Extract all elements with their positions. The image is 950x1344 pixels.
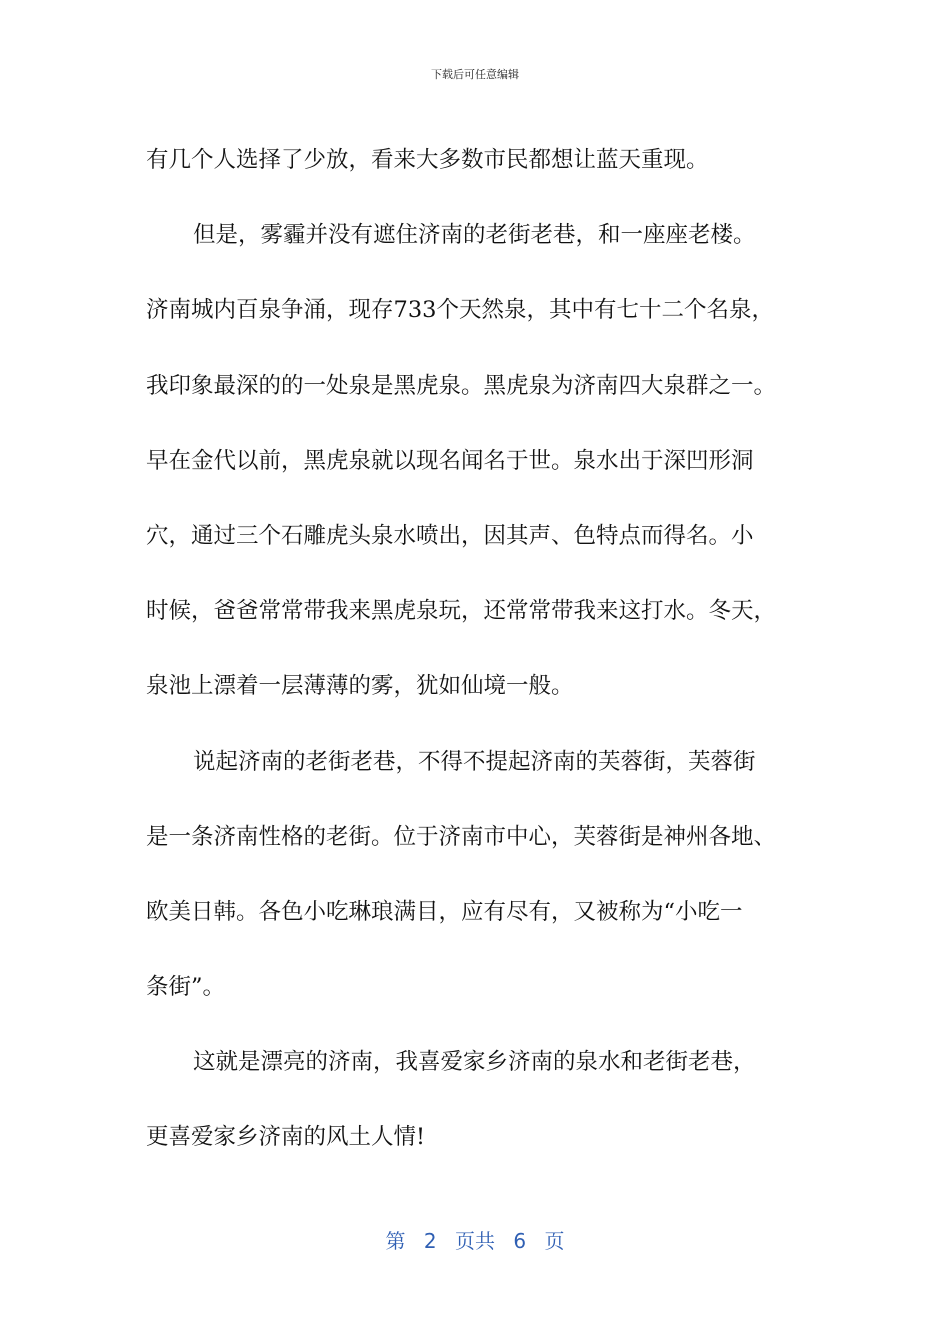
text-line: 这就是漂亮的济南，我喜爱家乡济南的泉水和老街老巷， <box>193 1049 756 1076</box>
page-header: 下载后可任意编辑 <box>431 68 519 81</box>
text-line: 早在金代以前，黑虎泉就以现名闻名于世。泉水出于深凹形洞 <box>146 447 754 474</box>
text-line: 有几个人选择了少放，看来大多数市民都想让蓝天重现。 <box>146 147 709 173</box>
text-line: 但是，雾霾并没有遮住济南的老街老巷，和一座座老楼。 <box>193 222 756 249</box>
text-line: 欧美日韩。各色小吃琳琅满目，应有尽有，又被称为“小吃一 <box>146 898 743 925</box>
text-line: 济南城内百泉争涌，现存733个天然泉，其中有七十二个名泉， <box>146 297 774 324</box>
text-line: 说起济南的老街老巷，不得不提起济南的芙蓉街，芙蓉街 <box>193 748 756 775</box>
current-page-number: 2 <box>423 1229 437 1253</box>
page-footer <box>0 1225 950 1254</box>
text-line: 时候，爸爸常常带我来黑虎泉玩，还常常带我来这打水。冬天， <box>146 598 777 625</box>
text-line: 我印象最深的的一处泉是黑虎泉。黑虎泉为济南四大泉群之一。 <box>146 372 777 399</box>
footer-suffix: 页 <box>544 1229 565 1253</box>
footer-prefix: 第 <box>385 1229 406 1253</box>
text-line: 穴，通过三个石雕虎头泉水喷出，因其声、色特点而得名。小 <box>146 522 754 549</box>
text-line: 是一条济南性格的老街。位于济南市中心，芙蓉街是神州各地、 <box>146 823 777 850</box>
text-line: 条街”。 <box>146 974 226 1001</box>
text-line: 泉池上漂着一层薄薄的雾，犹如仙境一般。 <box>146 673 574 700</box>
document-body <box>146 123 808 1176</box>
footer-middle: 页共 <box>455 1229 495 1253</box>
text-line: 更喜爱家乡济南的风土人情! <box>146 1124 426 1151</box>
total-page-count: 6 <box>513 1229 527 1253</box>
